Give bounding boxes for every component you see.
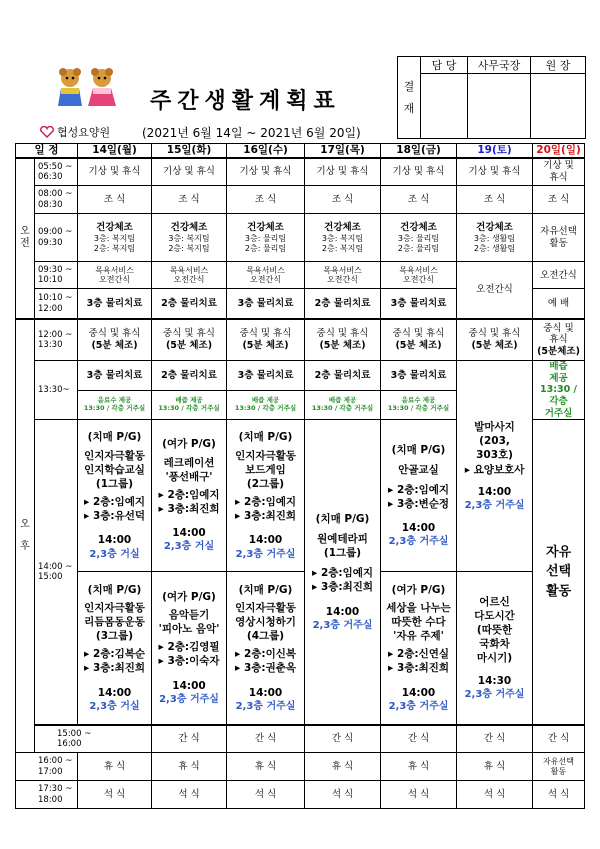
cell-sun-morning-snack: 오전간식	[533, 262, 585, 289]
cell-thu-exercise: 건강체조 3층: 복지팀 2층: 복지팀	[305, 214, 381, 262]
header-fri: 18일(금)	[381, 144, 457, 158]
period-pm: 오 후	[16, 319, 35, 753]
cell-wed-program-a: (치매 P/G) 인지자극활동 보드게임 (2그룹) ▸ 2층:임예지 ▸ 3층:최진희 14:00 2,3층 거주실	[227, 420, 305, 572]
heart-logo-icon	[40, 126, 54, 138]
cell-wed-therapy-pm: 3층 물리치료	[227, 361, 305, 390]
cell-mon-breakfast: 조 식	[78, 186, 152, 214]
cell-wed-program-b: (치매 P/G) 인지자극활동 영상시청하기 (4그룹) ▸ 2층:이신복 ▸ 3층:권춘옥 14:00 2,3층 거주실	[227, 572, 305, 725]
cell-tue-drink: 배즙 제공 13:30 / 각층 거주실	[152, 390, 227, 419]
approval-side-label: 결 재	[398, 57, 421, 139]
approval-sign-director[interactable]	[468, 74, 531, 139]
cell-tue-wake: 기상 및 휴식	[152, 158, 227, 186]
time-slot-therapy: 10:10 ~ 12:00	[35, 289, 78, 319]
cell-thu-breakfast: 조 식	[305, 186, 381, 214]
cell-tue-breakfast: 조 식	[152, 186, 227, 214]
cell-mon-rest: 휴 식	[78, 753, 152, 781]
cell-thu-therapy: 2층 물리치료	[305, 289, 381, 319]
cell-mon-bath: 목욕서비스 오전간식	[78, 262, 152, 289]
approval-sign-staff[interactable]	[421, 74, 468, 139]
cell-sat-snack: 간 식	[533, 725, 585, 753]
cell-fri-rest: 휴 식	[381, 753, 457, 781]
cell-sat-wake: 기상 및 휴식	[457, 158, 533, 186]
cell-sat-morning-snack: 오전간식	[457, 262, 533, 319]
cell-fri-program-b: (여가 P/G) 세상을 나누는 따뜻한 수다 '자유 주제' ▸ 2층:신연실 ▸ 3층:최진희 14:00 2,3층 거주실	[381, 572, 457, 725]
cell-sun-worship: 예 배	[533, 289, 585, 319]
cell-wed-dinner: 석 식	[227, 781, 305, 809]
cell-thu-drink: 배즙 제공 13:30 / 각층 거주실	[305, 390, 381, 419]
cell-sun-free-evening: 자유선택 활동	[533, 753, 585, 781]
cell-fri-drink: 음료수 제공 13:30 / 각층 거주실	[381, 390, 457, 419]
time-slot-wake: 05:50 ~ 06:30	[35, 158, 78, 186]
header-mon: 14일(월)	[78, 144, 152, 158]
header-tue: 15일(화)	[152, 144, 227, 158]
cell-tue-lunch: 중식 및 휴식 (5분 체조)	[152, 319, 227, 361]
cell-sun-program: 자유 선택 활동	[533, 420, 585, 725]
cell-mon-drink: 음료수 제공 13:30 / 각층 거주실	[78, 390, 152, 419]
cell-wed-drink: 배즙 제공 13:30 / 각층 거주실	[227, 390, 305, 419]
time-slot-dinner: 17:30 ~ 18:00	[16, 781, 78, 809]
cell-fri-therapy-pm: 3층 물리치료	[381, 361, 457, 390]
cell-tue-snack: 간 식	[227, 725, 305, 753]
time-slot-exercise: 09:00 ~ 09:30	[35, 214, 78, 262]
cell-mon-therapy-pm: 3층 물리치료	[78, 361, 152, 390]
cell-mon-wake: 기상 및 휴식	[78, 158, 152, 186]
cell-sun-breakfast: 조 식	[533, 186, 585, 214]
cell-sat-rest: 휴 식	[457, 753, 533, 781]
schedule-period: (2021년 6월 14일 ~ 2021년 6월 20일)	[142, 126, 361, 140]
time-slot-lunch: 12:00 ~ 13:30	[35, 319, 78, 361]
cell-fri-breakfast: 조 식	[381, 186, 457, 214]
cell-thu-program: (치매 P/G) 원예테라피 (1그룹) ▸ 2층:임예지 ▸ 3층:최진희 14:00 2,3층 거주실	[305, 420, 381, 725]
cell-fri-bath: 목욕서비스 오전간식	[381, 262, 457, 289]
cell-sun-wake: 기상 및 휴식	[533, 158, 585, 186]
cell-fri-exercise: 건강체조 3층: 물리팀 2층: 물리팀	[381, 214, 457, 262]
cell-wed-exercise: 건강체조 3층: 물리팀 2층: 물리팀	[227, 214, 305, 262]
cell-sat-lunch: 중식 및 휴식 (5분 체조)	[457, 319, 533, 361]
header-thu: 17일(목)	[305, 144, 381, 158]
cell-thu-dinner: 석 식	[305, 781, 381, 809]
cell-wed-breakfast: 조 식	[227, 186, 305, 214]
cell-sun-drink: 배즙 제공 13:30 / 각층 거주실	[533, 361, 585, 420]
organization-name: 협성요양원	[40, 124, 110, 140]
cell-tue-therapy-pm: 2층 물리치료	[152, 361, 227, 390]
cell-sun-lunch: 중식 및 휴식 (5분체조)	[533, 319, 585, 361]
cell-fri-dinner: 석 식	[381, 781, 457, 809]
cell-fri-therapy: 3층 물리치료	[381, 289, 457, 319]
cell-fri-wake: 기상 및 휴식	[381, 158, 457, 186]
mascot-icon	[52, 66, 122, 110]
time-slot-program: 14:00 ~ 15:00	[35, 420, 78, 725]
header-schedule: 일 정	[16, 144, 78, 158]
cell-sun-free: 자유선택 활동	[533, 214, 585, 262]
header-wed: 16일(수)	[227, 144, 305, 158]
header-sat: 19(토)	[457, 144, 533, 158]
time-slot-rest: 16:00 ~ 17:00	[16, 753, 78, 781]
cell-thu-lunch: 중식 및 휴식 (5분 체조)	[305, 319, 381, 361]
period-am: 오 전	[16, 158, 35, 319]
time-slot-snack: 15:00 ~ 16:00	[35, 725, 152, 753]
time-slot-afternoon: 13:30~	[35, 361, 78, 420]
time-slot-bath: 09:30 ~ 10:10	[35, 262, 78, 289]
cell-fri-program-a: (치매 P/G) 안골교실 ▸ 2층:임예지 ▸ 3층:변순정 14:00 2,3층 거주실	[381, 420, 457, 572]
cell-thu-therapy-pm: 2층 물리치료	[305, 361, 381, 390]
time-slot-breakfast: 08:00 ~ 08:30	[35, 186, 78, 214]
approval-role-director: 사무국장	[468, 57, 531, 74]
cell-mon-program-a: (치매 P/G) 인지자극활동 인지학습교실 (1그룹) ▸ 2층:임예지 ▸ 3층:유선덕 14:00 2,3층 거실	[78, 420, 152, 572]
page-title: 주간생활계획표	[150, 89, 341, 114]
cell-wed-snack: 간 식	[305, 725, 381, 753]
cell-wed-therapy: 3층 물리치료	[227, 289, 305, 319]
cell-tue-bath: 목욕서비스 오전간식	[152, 262, 227, 289]
cell-tue-therapy: 2층 물리치료	[152, 289, 227, 319]
approval-box	[397, 56, 586, 139]
cell-sat-dinner: 석 식	[457, 781, 533, 809]
cell-tue-exercise: 건강체조 3층: 복지팀 2층: 복지팀	[152, 214, 227, 262]
cell-mon-program-b: (치매 P/G) 인지자극활동 리듬몸동운동 (3그룹) ▸ 2층:김복순 ▸ 3층:최진희 14:00 2,3층 거실	[78, 572, 152, 725]
cell-mon-exercise: 건강체조 3층: 복지팀 2층: 복지팀	[78, 214, 152, 262]
approval-role-head: 원 장	[531, 57, 586, 74]
cell-wed-lunch: 중식 및 휴식 (5분 체조)	[227, 319, 305, 361]
cell-thu-bath: 목욕서비스 오전간식	[305, 262, 381, 289]
page-header	[0, 0, 600, 143]
cell-wed-rest: 휴 식	[227, 753, 305, 781]
cell-thu-snack: 간 식	[381, 725, 457, 753]
approval-role-staff: 담 당	[421, 57, 468, 74]
cell-tue-dinner: 석 식	[152, 781, 227, 809]
cell-tue-rest: 휴 식	[152, 753, 227, 781]
cell-fri-lunch: 중식 및 휴식 (5분 체조)	[381, 319, 457, 361]
cell-wed-wake: 기상 및 휴식	[227, 158, 305, 186]
cell-sat-breakfast: 조 식	[457, 186, 533, 214]
cell-tue-program-b: (여가 P/G) 음악듣기 '피아노 음악' ▸ 2층:김영필 ▸ 3층:이숙자 14:00 2,3층 거주실	[152, 572, 227, 725]
cell-sat-program-b: 어르신 다도시간 (따뜻한 국화차 마시기) 14:30 2,3층 거주실	[457, 572, 533, 725]
cell-mon-lunch: 중식 및 휴식 (5분 체조)	[78, 319, 152, 361]
cell-thu-wake: 기상 및 휴식	[305, 158, 381, 186]
cell-mon-snack: 간 식	[152, 725, 227, 753]
weekly-schedule-table	[15, 143, 585, 809]
cell-wed-bath: 목욕서비스 오전간식	[227, 262, 305, 289]
approval-sign-head[interactable]	[531, 74, 586, 139]
cell-fri-snack: 간 식	[457, 725, 533, 753]
header-sun: 20일(일)	[533, 144, 585, 158]
cell-thu-rest: 휴 식	[305, 753, 381, 781]
cell-mon-therapy: 3층 물리치료	[78, 289, 152, 319]
cell-sun-dinner: 석 식	[533, 781, 585, 809]
cell-sat-exercise: 건강체조 3층: 생활팀 2층: 생활팀	[457, 214, 533, 262]
cell-tue-program-a: (여가 P/G) 레크레이션 '풍선배구' ▸ 2층:임예지 ▸ 3층:최진희 14:00 2,3층 거실	[152, 420, 227, 572]
cell-sat-program-a: 발마사지 (203, 303호) ▸ 요양보호사 14:00 2,3층 거주실	[457, 361, 533, 572]
cell-mon-dinner: 석 식	[78, 781, 152, 809]
